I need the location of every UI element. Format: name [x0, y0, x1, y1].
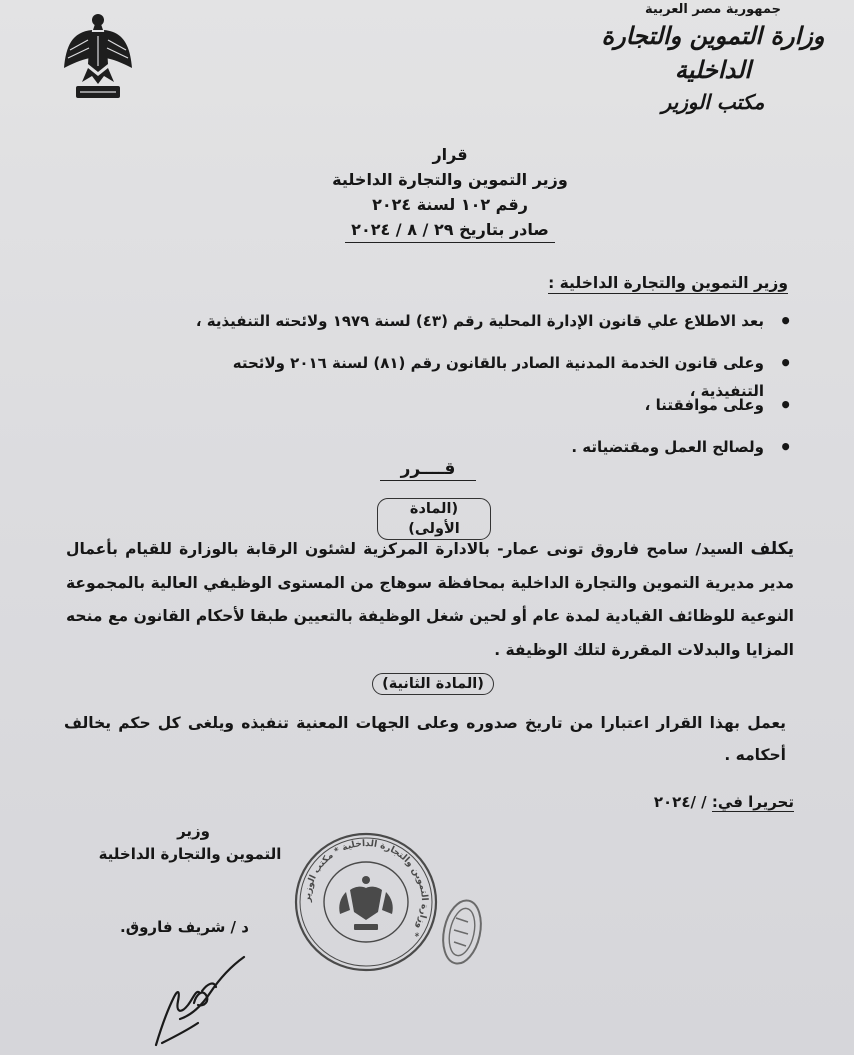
decision-title: قرار [432, 145, 468, 164]
article-two-heading: (المادة الثانية) [372, 673, 494, 695]
signatory-title-line2: التموين والتجارة الداخلية [98, 845, 282, 863]
article-one-body: السيد/ سامح فاروق تونى عمار- بالادارة المركزية لشئون الرقابة بالوزارة للقيام بأعمال مدير مديرية التموين والتجارة الداخلية بمحافظة سوهاج من المستوى الوظيفي العالية بالمجموعة النوعية للوظائف القيادية لمدة عام أو لحين شغل الوظيفة بالتعيين طبقا لأحكام القانون مع منحه المزايا والبدلات المقررة لتلك الوظيفة . [66, 540, 794, 659]
ministry-name: وزارة التموين والتجارة الداخلية [601, 21, 825, 84]
republic-name: جمهورية مصر العربية [645, 2, 781, 17]
decision-number: رقم ١٠٢ لسنة ٢٠٢٤ [372, 195, 528, 214]
letterhead [588, 2, 838, 117]
addressee-heading: وزير التموين والتجارة الداخلية : [548, 274, 788, 292]
preamble-item: • ولصالح العمل ومقتضياته . [192, 433, 792, 475]
preamble-item: • وعلى قانون الخدمة المدنية الصادر بالقانون رقم (٨١) لسنة ٢٠١٦ ولائحته التنفيذية ، [192, 349, 792, 391]
secondary-stamp [438, 896, 486, 968]
written-date-value: / /٢٠٢٤ [653, 793, 712, 811]
decision-issuer: وزير التموين والتجارة الداخلية [332, 170, 568, 189]
signatory-name: د / شريف فاروق. [120, 918, 249, 936]
egypt-eagle-emblem-icon [62, 6, 134, 102]
handwritten-signature [140, 945, 255, 1050]
preamble-list [192, 307, 792, 475]
seal-text: وزارة التموين والتجارة الداخلية * مكتب الوزير * [302, 838, 430, 938]
preamble-item: • وعلى موافقتنا ، [192, 391, 792, 433]
article-one-heading: (المادة الأولى) [377, 498, 491, 540]
article-one-text [66, 533, 794, 667]
eagle-seal-icon [339, 876, 393, 930]
written-date [654, 793, 794, 811]
article-two-text: يعمل بهذا القرار اعتبارا من تاريخ صدوره وعلى الجهات المعنية تنفيذه ويلغى كل حكم يخالف أحكامه . [64, 714, 786, 764]
decreed-heading: قــــرر [380, 458, 476, 481]
signatory-title-line1: وزير [177, 822, 210, 840]
decision-date: صادر بتاريخ ٢٩ / ٨ / ٢٠٢٤ [345, 217, 555, 243]
preamble-item: • بعد الاطلاع علي قانون الإدارة المحلية رقم (٤٣) لسنة ١٩٧٩ ولائحته التنفيذية ، [192, 307, 792, 349]
signatory-title [92, 820, 288, 866]
ministry-seal [290, 828, 442, 976]
decision-title-block [240, 142, 660, 243]
office-name: مكتب الوزير [661, 90, 765, 114]
written-label: تحريرا في: [711, 793, 794, 811]
article-one-lead: يكلف [750, 539, 794, 559]
